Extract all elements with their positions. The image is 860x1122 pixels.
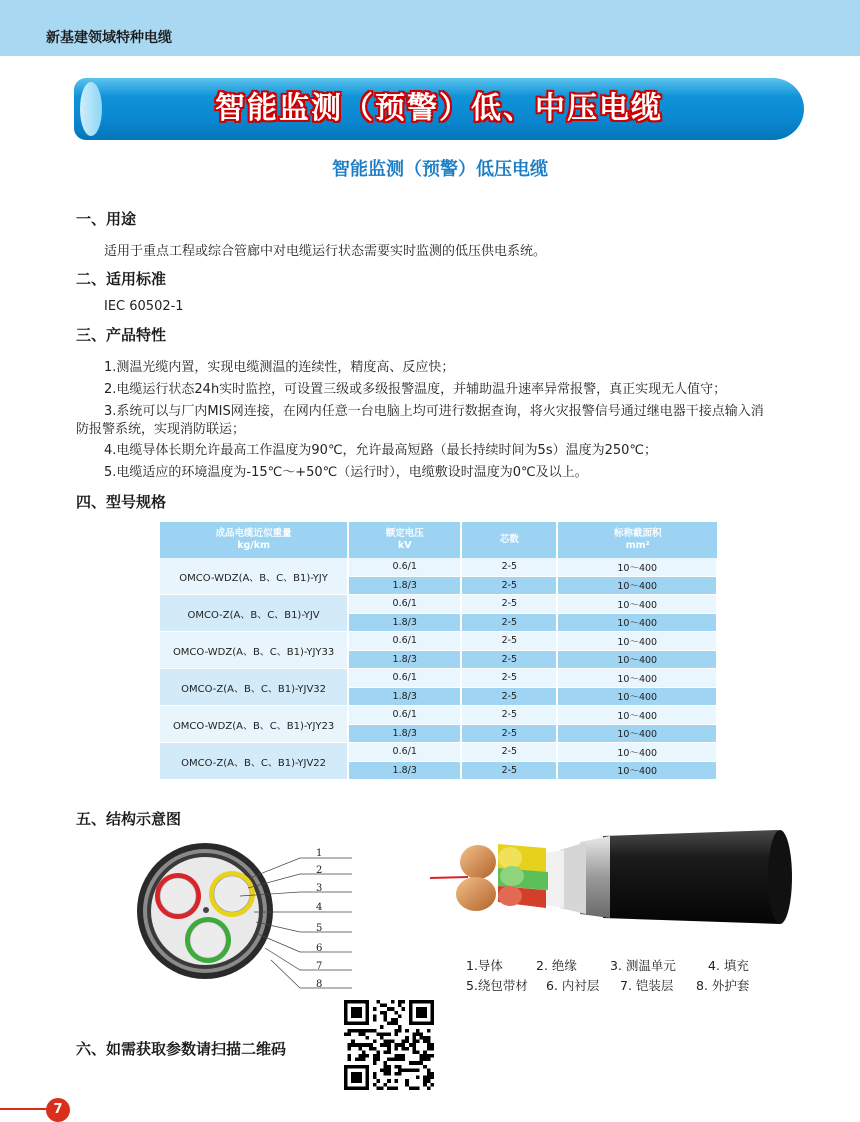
callout-number: 7 bbox=[316, 961, 323, 972]
area-cell: 10～400 bbox=[557, 613, 717, 632]
area-cell: 10～400 bbox=[557, 576, 717, 595]
heading-qr: 六、如需获取参数请扫描二维码 bbox=[76, 1040, 287, 1058]
cores-cell: 2-5 bbox=[461, 595, 557, 614]
cores-cell: 2-5 bbox=[461, 761, 557, 780]
col-cores: 芯数 bbox=[461, 522, 557, 558]
col-area: 标称截面积 mm² bbox=[557, 522, 717, 558]
table-row bbox=[160, 743, 717, 762]
callout-number: 4 bbox=[316, 902, 323, 913]
voltage-cell: 0.6/1 bbox=[348, 632, 461, 651]
model-cell: OMCO-Z(A、B、C、B1)-YJV22 bbox=[160, 743, 348, 780]
area-cell: 10～400 bbox=[557, 706, 717, 725]
cores-cell: 2-5 bbox=[461, 687, 557, 706]
voltage-cell: 0.6/1 bbox=[348, 743, 461, 762]
model-cell: OMCO-WDZ(A、B、C、B1)-YJY23 bbox=[160, 706, 348, 743]
voltage-cell: 0.6/1 bbox=[348, 595, 461, 614]
voltage-cell: 1.8/3 bbox=[348, 613, 461, 632]
page-number: 7 bbox=[46, 1098, 70, 1122]
table-row bbox=[160, 632, 717, 651]
area-cell: 10～400 bbox=[557, 650, 717, 669]
model-cell: OMCO-Z(A、B、C、B1)-YJV bbox=[160, 595, 348, 632]
feature-item: 2.电缆运行状态24h实时监控，可设置三级或多级报警温度，并辅助温升速率异常报警，真正实现无人值守； bbox=[104, 382, 727, 397]
feature-item: 3.系统可以与厂内MIS网连接，在网内任意一台电脑上均可进行数据查询，将火灾报警信号通过继电器干接点输入消 bbox=[104, 404, 764, 419]
heading-models: 四、型号规格 bbox=[76, 493, 167, 511]
callout-number: 2 bbox=[316, 865, 323, 876]
table-row bbox=[160, 706, 717, 725]
voltage-cell: 1.8/3 bbox=[348, 650, 461, 669]
legend-item: 4. 填充 bbox=[708, 958, 749, 973]
legend-item: 2. 绝缘 bbox=[536, 958, 577, 973]
callout-number: 5 bbox=[316, 923, 323, 934]
title-banner bbox=[74, 78, 804, 140]
feature-item: 1.测温光缆内置，实现电缆测温的连续性，精度高、反应快； bbox=[104, 360, 455, 375]
legend-item: 3. 测温单元 bbox=[610, 958, 676, 973]
table-row bbox=[160, 595, 717, 614]
model-cell: OMCO-Z(A、B、C、B1)-YJV32 bbox=[160, 669, 348, 706]
area-cell: 10～400 bbox=[557, 687, 717, 706]
voltage-cell: 1.8/3 bbox=[348, 724, 461, 743]
standard-text: IEC 60502-1 bbox=[104, 299, 184, 314]
cores-cell: 2-5 bbox=[461, 576, 557, 595]
legend-item: 8. 外护套 bbox=[696, 978, 750, 993]
voltage-cell: 0.6/1 bbox=[348, 558, 461, 576]
cores-cell: 2-5 bbox=[461, 743, 557, 762]
model-cell: OMCO-WDZ(A、B、C、B1)-YJY bbox=[160, 558, 348, 595]
header-bar bbox=[0, 0, 860, 56]
banner-title: 智能监测（预警）低、中压电缆 bbox=[215, 91, 663, 126]
legend-item: 5.绕包带材 bbox=[466, 978, 528, 993]
legend-item: 1.导体 bbox=[466, 958, 503, 973]
area-cell: 10～400 bbox=[557, 743, 717, 762]
feature-item: 4.电缆导体长期允许最高工作温度为90℃，允许最高短路（最长持续时间为5s）温度为250℃； bbox=[104, 443, 658, 458]
heading-standard: 二、适用标准 bbox=[76, 270, 167, 288]
heading-structure: 五、结构示意图 bbox=[76, 810, 182, 828]
section-title: 新基建领域特种电缆 bbox=[46, 30, 172, 46]
cores-cell: 2-5 bbox=[461, 558, 557, 576]
area-cell: 10～400 bbox=[557, 632, 717, 651]
model-cell: OMCO-WDZ(A、B、C、B1)-YJY33 bbox=[160, 632, 348, 669]
col-voltage: 额定电压 kV bbox=[348, 522, 461, 558]
voltage-cell: 0.6/1 bbox=[348, 706, 461, 725]
feature-item: 防报警系统，实现消防联运； bbox=[76, 422, 246, 437]
cable-photo-illustration bbox=[428, 828, 808, 938]
usage-text: 适用于重点工程或综合管廊中对电缆运行状态需要实时监测的低压供电系统。 bbox=[104, 244, 547, 259]
callout-number: 8 bbox=[316, 979, 323, 990]
area-cell: 10～400 bbox=[557, 724, 717, 743]
voltage-cell: 0.6/1 bbox=[348, 669, 461, 688]
cores-cell: 2-5 bbox=[461, 632, 557, 651]
cores-cell: 2-5 bbox=[461, 613, 557, 632]
table-row bbox=[160, 558, 717, 576]
callout-number: 3 bbox=[316, 883, 323, 894]
legend-item: 7. 铠装层 bbox=[620, 978, 674, 993]
voltage-cell: 1.8/3 bbox=[348, 761, 461, 780]
callout-number: 6 bbox=[316, 943, 323, 954]
heading-features: 三、产品特性 bbox=[76, 326, 167, 344]
area-cell: 10～400 bbox=[557, 669, 717, 688]
cable-cross-section-diagram bbox=[130, 836, 360, 996]
legend-item: 6. 内衬层 bbox=[546, 978, 600, 993]
cores-cell: 2-5 bbox=[461, 650, 557, 669]
voltage-cell: 1.8/3 bbox=[348, 576, 461, 595]
area-cell: 10～400 bbox=[557, 595, 717, 614]
voltage-cell: 1.8/3 bbox=[348, 687, 461, 706]
col-weight: 成品电缆近似重量 kg/km bbox=[160, 522, 348, 558]
qr-code[interactable] bbox=[344, 1000, 434, 1090]
table-header-row bbox=[160, 522, 717, 558]
callout-number: 1 bbox=[316, 848, 323, 859]
area-cell: 10～400 bbox=[557, 761, 717, 780]
table-row bbox=[160, 669, 717, 688]
page-subtitle: 智能监测（预警）低压电缆 bbox=[332, 159, 548, 180]
cores-cell: 2-5 bbox=[461, 669, 557, 688]
area-cell: 10～400 bbox=[557, 558, 717, 576]
cores-cell: 2-5 bbox=[461, 706, 557, 725]
cores-cell: 2-5 bbox=[461, 724, 557, 743]
spec-table bbox=[160, 522, 718, 780]
heading-usage: 一、用途 bbox=[76, 210, 137, 228]
feature-item: 5.电缆适应的环境温度为-15℃～+50℃（运行时），电缆敷设时温度为0℃及以上。 bbox=[104, 465, 588, 480]
